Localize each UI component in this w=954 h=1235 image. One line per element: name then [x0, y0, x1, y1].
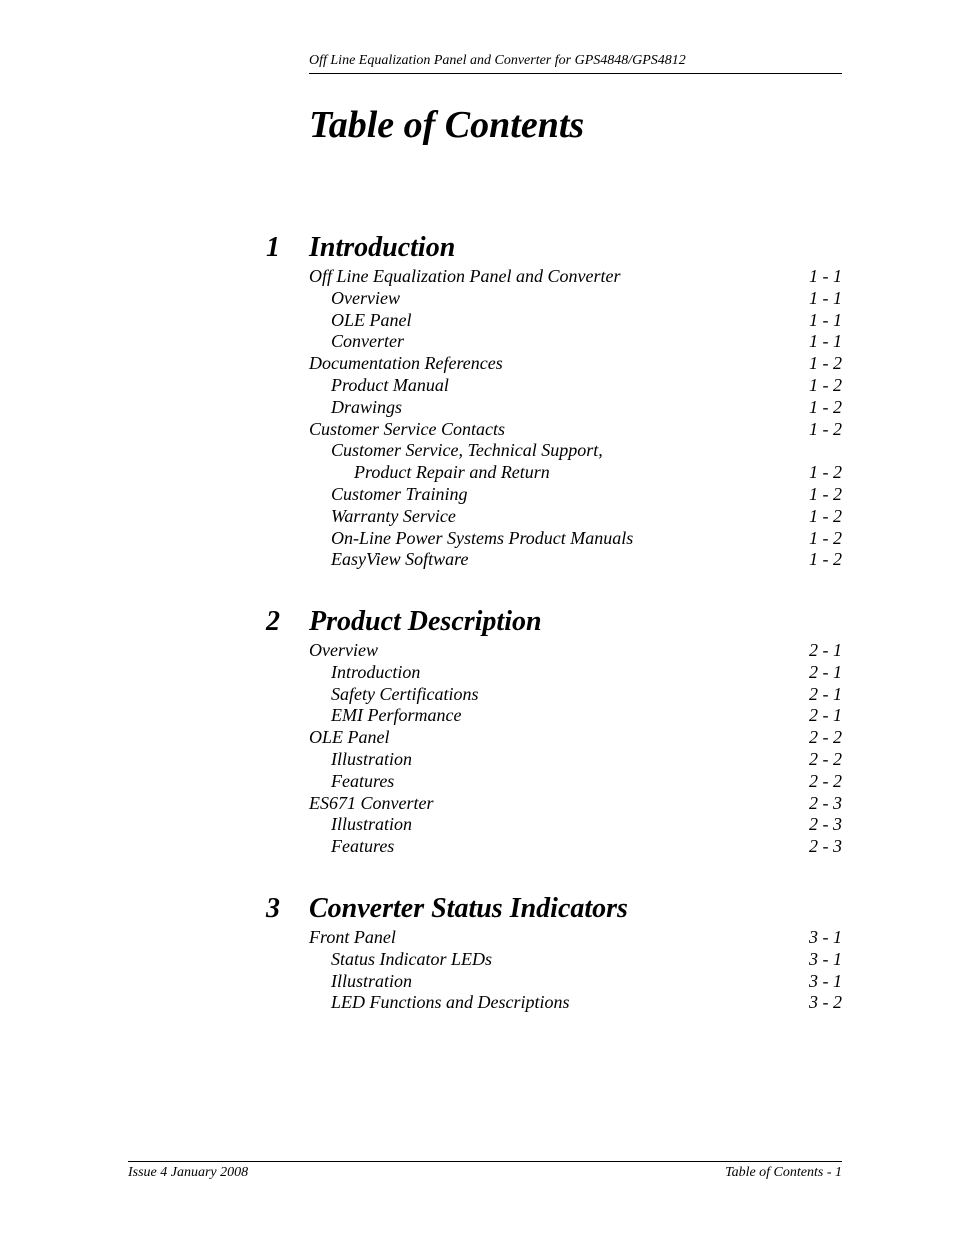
toc-entry-title: OLE Panel — [309, 727, 390, 748]
toc-entry[interactable] — [309, 949, 842, 971]
toc-entry-title: Off Line Equalization Panel and Converter — [309, 266, 621, 286]
toc-entry[interactable] — [309, 836, 842, 858]
toc-entry-title: Introduction — [331, 661, 421, 682]
toc-entry-title: Overview — [309, 640, 378, 660]
toc-entry-title: Product Repair and Return — [354, 462, 550, 483]
toc-entry-title: Customer Service Contacts — [309, 418, 505, 439]
chapter-title: Introduction — [309, 232, 456, 263]
toc-entry-title: OLE Panel — [331, 309, 412, 330]
toc-entry-title: EMI Performance — [331, 705, 462, 726]
toc-entries — [309, 266, 842, 571]
toc-entry[interactable] — [309, 749, 842, 771]
toc-entry[interactable] — [309, 266, 842, 288]
toc-entry[interactable] — [309, 331, 842, 353]
toc-entry[interactable] — [309, 397, 842, 419]
running-footer — [128, 1161, 842, 1182]
toc-entry-page: 1 - 2 — [809, 505, 842, 526]
chapter-number: 1 — [266, 232, 280, 263]
chapter-title: Converter Status Indicators — [309, 893, 628, 924]
toc-entry[interactable] — [309, 528, 842, 550]
toc-entry[interactable] — [309, 705, 842, 727]
toc-entry-page: 1 - 2 — [809, 527, 842, 548]
toc-entry[interactable] — [309, 440, 842, 462]
toc-entry[interactable] — [309, 462, 842, 484]
toc-entry-title: On-Line Power Systems Product Manuals — [331, 527, 634, 548]
chapter-2 — [266, 604, 842, 858]
toc-entry-title: Illustration — [331, 814, 413, 835]
toc-entry[interactable] — [309, 684, 842, 706]
toc-entry[interactable] — [309, 771, 842, 793]
chapter-heading — [266, 230, 842, 266]
toc-entry-page: 1 - 1 — [809, 331, 842, 352]
toc-entry[interactable] — [309, 662, 842, 684]
toc-entries — [309, 640, 842, 858]
toc-entry[interactable] — [309, 506, 842, 528]
chapter-number: 3 — [266, 893, 280, 924]
toc-entry-title: LED Functions and Descriptions — [331, 992, 570, 1013]
toc-entry-page: 1 - 2 — [809, 396, 842, 417]
toc-entry-title: Warranty Service — [331, 505, 456, 526]
page-title: Table of Contents — [309, 104, 585, 146]
toc-entry[interactable] — [309, 310, 842, 332]
toc-entry[interactable] — [309, 353, 842, 375]
toc-entry[interactable] — [309, 484, 842, 506]
toc-entry-page: 1 - 2 — [809, 418, 842, 439]
toc-entry-title: ES671 Converter — [309, 792, 434, 813]
toc-entry-page: 2 - 2 — [809, 748, 842, 769]
toc-entry-page: 2 - 3 — [809, 836, 842, 857]
toc-entry-page: 2 - 1 — [809, 661, 842, 682]
toc-entry-page: 2 - 2 — [809, 770, 842, 791]
toc-entry-page: 1 - 1 — [809, 287, 842, 308]
toc-entry-title: Status Indicator LEDs — [331, 948, 493, 969]
footer-issue-date: Issue 4 January 2008 — [128, 1165, 249, 1180]
toc-entry-title: Product Manual — [331, 374, 449, 395]
toc-entry[interactable] — [309, 640, 842, 662]
toc-entry-title: Customer Service, Technical Support, — [331, 440, 603, 461]
toc-entry-title: EasyView Software — [331, 549, 469, 570]
toc-entry-page: 2 - 3 — [809, 814, 842, 835]
toc-entry-page: 1 - 2 — [809, 353, 842, 374]
toc-entry-title: Customer Training — [331, 483, 468, 504]
chapter-3 — [266, 891, 842, 1014]
toc-entry-page: 3 - 2 — [809, 992, 842, 1013]
toc-entry[interactable] — [309, 288, 842, 310]
toc-entry-title: Overview — [331, 287, 400, 308]
toc-entry[interactable] — [309, 971, 842, 993]
toc-entry[interactable] — [309, 419, 842, 441]
toc-entry-title: Converter — [331, 331, 404, 352]
chapter-number: 2 — [266, 606, 280, 637]
toc-entry-title: Safety Certifications — [331, 683, 479, 704]
toc-entry[interactable] — [309, 549, 842, 571]
toc-entry-page: 1 - 2 — [809, 483, 842, 504]
toc-entry-page: 3 - 1 — [809, 970, 842, 991]
toc-entry-title: Features — [331, 836, 395, 857]
toc-entry-title: Illustration — [331, 748, 413, 769]
toc-entry-page: 2 - 2 — [809, 727, 842, 748]
toc-entry-title: Drawings — [331, 396, 403, 417]
toc-entry-page: 3 - 1 — [809, 927, 842, 947]
toc-entry-page: 1 - 1 — [809, 309, 842, 330]
toc-entry-page: 1 - 2 — [809, 374, 842, 395]
footer-page-number: Table of Contents - 1 — [725, 1165, 842, 1180]
toc-entry-title: Features — [331, 770, 395, 791]
toc-entry[interactable] — [309, 793, 842, 815]
toc-entry[interactable] — [309, 814, 842, 836]
toc-entry-page: 2 - 1 — [809, 640, 842, 660]
toc-entry[interactable] — [309, 727, 842, 749]
toc-entry-title: Documentation References — [309, 353, 503, 374]
chapter-heading — [266, 891, 842, 927]
toc-entry[interactable] — [309, 927, 842, 949]
toc-entry-page: 1 - 1 — [809, 266, 842, 286]
toc-entries — [309, 927, 842, 1014]
toc-entry-title: Front Panel — [309, 927, 396, 947]
toc-entry-page: 1 - 2 — [809, 462, 842, 483]
toc-entry[interactable] — [309, 375, 842, 397]
toc-entry-page: 2 - 3 — [809, 792, 842, 813]
toc-entry-title: Illustration — [331, 970, 413, 991]
toc-entry-page: 2 - 1 — [809, 705, 842, 726]
running-header: Off Line Equalization Panel and Converter for GPS4848/GPS4812 — [309, 52, 842, 74]
chapter-1 — [266, 230, 842, 571]
chapter-heading — [266, 604, 842, 640]
toc-entry-page: 3 - 1 — [809, 948, 842, 969]
toc-entry-page: 1 - 2 — [809, 549, 842, 570]
toc-entry-page: 2 - 1 — [809, 683, 842, 704]
chapter-title: Product Description — [309, 606, 542, 637]
toc-entry[interactable] — [309, 992, 842, 1014]
